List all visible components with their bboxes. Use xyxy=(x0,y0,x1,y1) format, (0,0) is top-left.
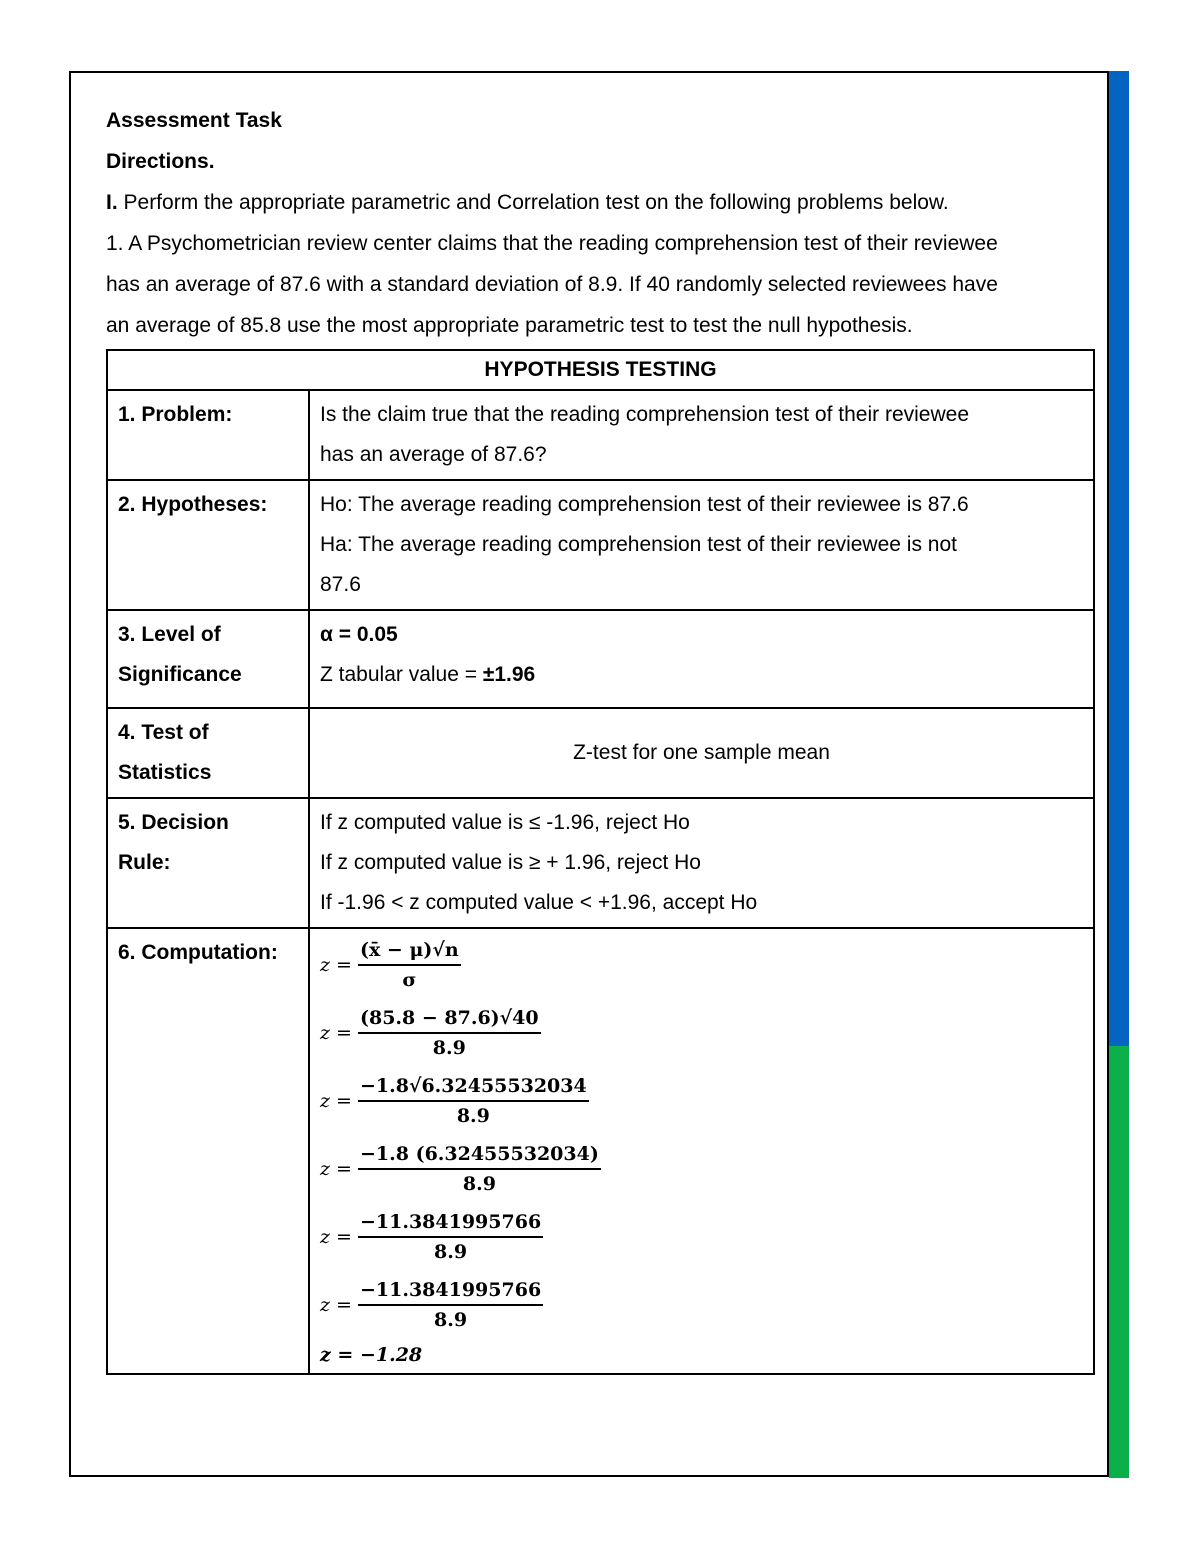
label-line: 4. Test of xyxy=(118,721,209,744)
row-content xyxy=(309,480,1094,610)
denominator: 8.9 xyxy=(434,1308,468,1331)
z-tabular-label: Z tabular value = xyxy=(320,663,483,686)
z-symbol: z = xyxy=(320,1158,352,1180)
problem-line: 1. A Psychometrician review center claims that the reading comprehension test of their reviewee xyxy=(106,232,998,255)
table-row-test xyxy=(107,708,1094,798)
denominator: σ xyxy=(402,968,417,991)
z-symbol: z = xyxy=(320,1090,352,1112)
side-bar-blue xyxy=(1109,71,1129,1046)
table-title: HYPOTHESIS TESTING xyxy=(107,350,1094,390)
instruction-number: I. xyxy=(106,191,118,214)
test-statistic: Z-test for one sample mean xyxy=(309,708,1094,798)
equation-step xyxy=(320,999,1083,1067)
alpha-value: α = 0.05 xyxy=(320,623,398,646)
instruction xyxy=(106,182,1106,223)
directions-label: Directions. xyxy=(106,150,215,173)
numerator: (85.8 − 87.6)√40 xyxy=(358,1005,541,1034)
equation-step xyxy=(320,1067,1083,1135)
row-label xyxy=(107,798,309,928)
table-title-row xyxy=(107,350,1094,390)
equation-step xyxy=(320,1271,1083,1339)
instruction-text: Perform the appropriate parametric and Correlation test on the following problems below. xyxy=(117,191,949,214)
numerator: −1.8 (6.32455532034) xyxy=(358,1141,601,1170)
numerator: (x̄ − μ)√n xyxy=(358,937,461,966)
text-line: If z computed value is ≤ -1.96, reject Ho xyxy=(320,811,690,834)
text-line: Ho: The average reading comprehension test of their reviewee is 87.6 xyxy=(320,493,969,516)
numerator: −1.8√6.32455532034 xyxy=(358,1073,589,1102)
label-line: Rule: xyxy=(118,851,171,874)
label-line: Significance xyxy=(118,663,242,686)
row-label: 1. Problem: xyxy=(107,390,309,480)
z-symbol: z = xyxy=(320,1022,352,1044)
table-row-hypotheses xyxy=(107,480,1094,610)
computation-steps xyxy=(309,928,1094,1374)
denominator: 8.9 xyxy=(432,1036,466,1059)
equation-step xyxy=(320,1203,1083,1271)
z-symbol: z = xyxy=(320,954,352,976)
text-line: Ha: The average reading comprehension test of their reviewee is not xyxy=(320,533,957,556)
row-content xyxy=(309,610,1094,708)
fraction xyxy=(358,1141,601,1198)
row-label xyxy=(107,610,309,708)
final-result: z = −1.28 xyxy=(320,1344,423,1366)
row-content xyxy=(309,798,1094,928)
heading: Assessment Task xyxy=(106,109,282,132)
z-tabular xyxy=(320,655,1083,695)
problem-line: has an average of 87.6 with a standard deviation of 8.9. If 40 randomly selected reviewees have xyxy=(106,273,998,296)
text-line: 87.6 xyxy=(320,573,361,596)
hypothesis-table xyxy=(106,349,1095,1375)
row-label: 2. Hypotheses: xyxy=(107,480,309,610)
z-symbol: z = xyxy=(320,1226,352,1248)
side-bar-green xyxy=(1109,1046,1129,1478)
denominator: 8.9 xyxy=(462,1172,496,1195)
table-row-significance xyxy=(107,610,1094,708)
denominator: 8.9 xyxy=(434,1240,468,1263)
fraction xyxy=(358,1005,541,1062)
row-label: 6. Computation: xyxy=(107,928,309,1374)
fraction xyxy=(358,1209,543,1266)
equation-step xyxy=(320,1135,1083,1203)
text-line: If z computed value is ≥ + 1.96, reject Ho xyxy=(320,851,701,874)
label-line: Statistics xyxy=(118,761,212,784)
row-label xyxy=(107,708,309,798)
z-tabular-value: ±1.96 xyxy=(482,663,536,686)
row-content xyxy=(309,390,1094,480)
intro-section xyxy=(106,100,1106,346)
z-symbol: z = xyxy=(320,1294,352,1316)
label-line: 5. Decision xyxy=(118,811,229,834)
text-line: If -1.96 < z computed value < +1.96, accept Ho xyxy=(320,891,758,914)
equation-step xyxy=(320,931,1083,999)
fraction xyxy=(358,1073,589,1130)
table-row-computation xyxy=(107,928,1094,1374)
text-line: has an average of 87.6? xyxy=(320,443,547,466)
table-row-decision xyxy=(107,798,1094,928)
text-line: Is the claim true that the reading comprehension test of their reviewee xyxy=(320,403,970,426)
numerator: −11.3841995766 xyxy=(358,1277,543,1306)
label-line: 3. Level of xyxy=(118,623,221,646)
numerator: −11.3841995766 xyxy=(358,1209,543,1238)
fraction xyxy=(358,1277,543,1334)
table-row-problem xyxy=(107,390,1094,480)
fraction xyxy=(358,937,461,994)
problem-line: an average of 85.8 use the most appropriate parametric test to test the null hypothesis. xyxy=(106,314,913,337)
denominator: 8.9 xyxy=(456,1104,490,1127)
